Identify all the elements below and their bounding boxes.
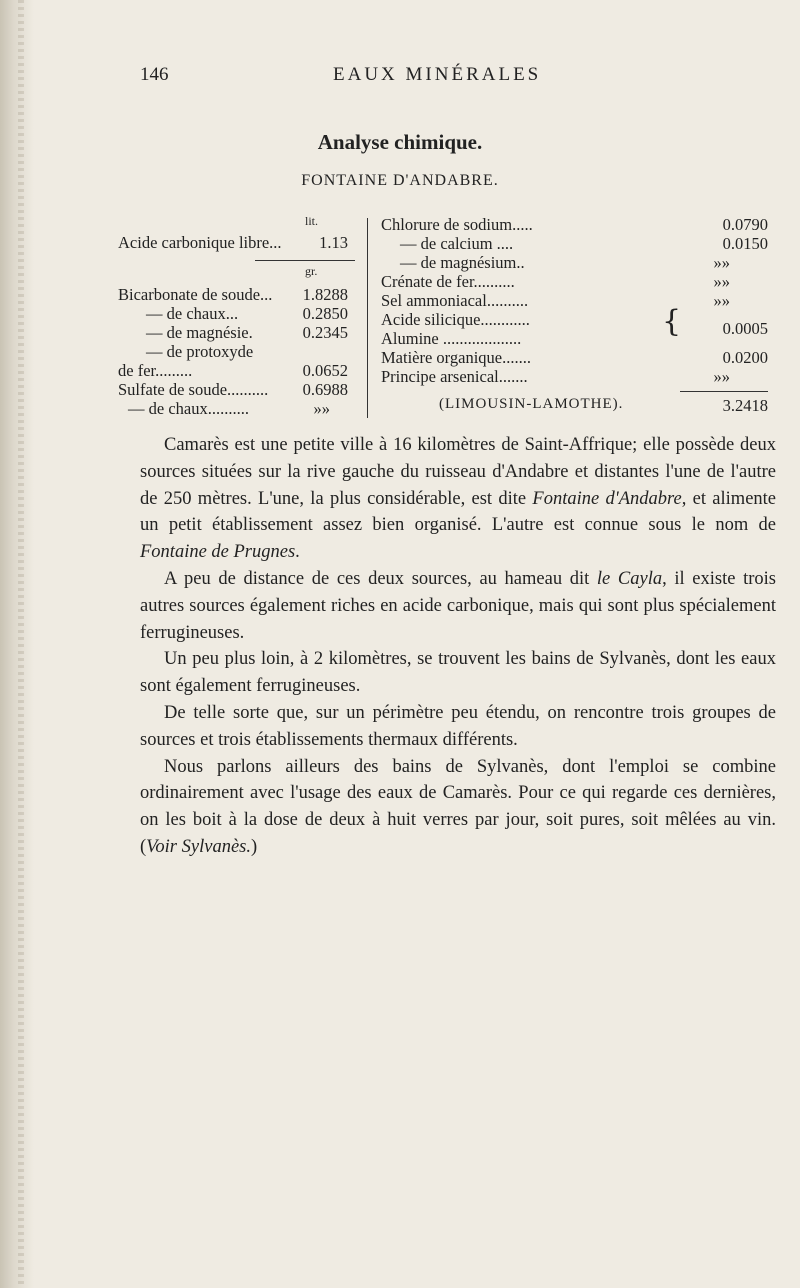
left-row-label: de fer......... [118,361,193,380]
right-row-label: — de calcium .... [400,234,514,253]
right-row-value: 0.0200 [722,348,768,367]
left-row-label: Sulfate de soude.......... [118,380,269,399]
left-row-value: 0.2850 [302,304,348,323]
total-rule [680,391,768,392]
binding-gutter [0,0,34,1288]
left-row-label: — de chaux... [146,304,239,323]
acide-carbonique-value: 1.13 [319,233,348,252]
section-subtitle: FONTAINE D'ANDABRE. [301,172,499,189]
right-row-label: — de magnésium.. [400,253,525,272]
left-row-label: — de magnésie. [146,323,253,342]
left-row-value: 1.8288 [302,285,348,304]
paragraph [140,754,776,861]
paragraph [140,432,776,566]
total-value: 3.2418 [722,396,768,415]
text-run: Camarès est une petite ville à 16 kilomètres de Saint-Affrique; elle possède deux sources situées sur la rive gauche du ruisseau d'Andabre et distantes l'une de l'autre de 250 mètres. L'une, la plus considérable, est dite [140,435,776,509]
paragraph [140,566,776,646]
page-number: 146 [140,64,169,85]
left-row-value: 0.2345 [302,323,348,342]
unit-lit: lit. [305,214,319,228]
right-row-value: »» [713,291,730,310]
right-row-value: 0.0790 [722,215,768,234]
right-row-value: »» [713,253,730,272]
right-row-value: »» [713,272,730,291]
left-row-value: 0.6988 [302,380,348,399]
text-run: Nous parlons ailleurs des bains de Sylvanès, dont l'emploi se combine ordinairement avec l'usage des eaux de Camarès. Pour ce qui regarde ces dernières, on les boit à la dose de deux à huit verres par jour, soit pures, soit mêlées au vin. ( [140,756,776,857]
left-row-value: 0.0652 [302,361,348,380]
left-table-divider [255,260,355,261]
text-run: A peu de distance de ces deux sources, au hameau dit [164,568,597,589]
text-run: De telle sorte que, sur un périmètre peu étendu, on rencontre trois groupes de sources et trois établissements thermaux différents. [140,702,776,750]
left-row-label: — de chaux.......... [128,399,249,418]
text-run: , et alimente un petit établissement assez bien organisé. L'autre est connue sous le nom de [140,488,776,536]
text-run: , il existe trois autres sources également riches en acide carbonique, mais qui sont plus spécialement ferrugineuses. [140,568,776,643]
running-title: EAUX MINÉRALES [333,64,542,85]
right-row-value: »» [713,367,730,386]
acide-carbonique-label: Acide carbonique libre... [118,233,282,252]
text-run: Un peu plus loin, à 2 kilomètres, se trouvent les bains de Sylvanès, dont les eaux sont également ferrugineuses. [140,649,776,697]
section-title: Analyse chimique. [317,130,483,154]
text-run: . [295,542,300,563]
text-run: ) [250,836,258,857]
right-row-label: Sel ammoniacal.......... [381,291,529,310]
left-row-label: Bicarbonate de soude... [118,285,273,304]
right-row-label: Alumine ................... [381,329,522,348]
body-text [140,432,776,861]
right-row-label: Matière organique....... [381,348,531,367]
left-row-label: — de protoxyde [146,342,254,361]
right-row-value: 0.0150 [722,234,768,253]
right-row-label: Chlorure de sodium..... [381,215,533,234]
right-row-label: Principe arsenical....... [381,367,528,386]
italic-run: Fontaine d'Andabre [532,488,682,509]
brace-value: 0.0005 [722,319,768,338]
right-row-label: Acide silicique............ [381,310,530,329]
italic-run: le Cayla [596,568,663,589]
source-attribution: (LIMOUSIN-LAMOTHE). [439,396,624,412]
column-separator [367,218,368,418]
paragraph [140,700,776,754]
paragraph [140,646,776,700]
brace-glyph: { [662,304,682,339]
italic-run: Voir Sylvanès. [146,836,251,857]
right-row-label: Crénate de fer.......... [381,272,515,291]
unit-gr: gr. [305,264,318,278]
left-row-value: »» [313,399,330,418]
italic-run: Fontaine de Prugnes [140,542,296,563]
binding-stitches [18,0,24,1288]
